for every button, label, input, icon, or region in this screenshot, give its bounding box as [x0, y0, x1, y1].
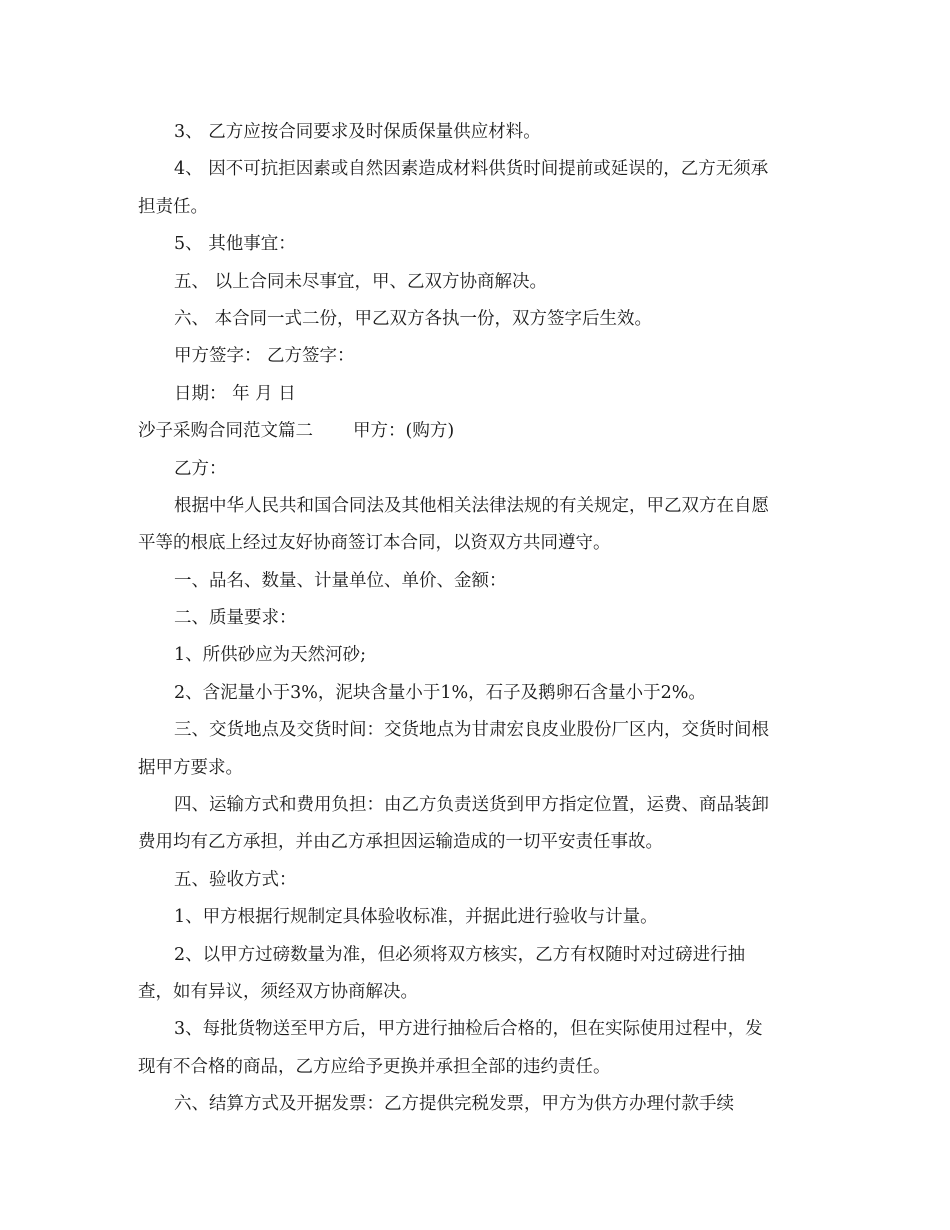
party-b-line: 乙方： — [174, 458, 227, 479]
paragraph-line: 5、 其他事宜： — [174, 234, 296, 255]
paragraph-line: 六、结算方式及开据发票：乙方提供完税发票，甲方为供方办理付款手续 — [174, 1094, 734, 1115]
paragraph-line: 费用均有乙方承担，并由乙方承担因运输造成的一切平安责任事故。 — [138, 832, 663, 853]
signature-line: 甲方签字： 乙方签字： — [174, 346, 355, 367]
paragraph-line: 平等的根底上经过友好协商签订本合同，以资双方共同遵守。 — [138, 533, 611, 554]
clause-heading: 二、质量要求： — [174, 608, 297, 629]
clause-heading: 一、品名、数量、计量单位、单价、金额： — [174, 570, 507, 591]
clause-item: 1、甲方根据行规制定具体验收标准，并据此进行验收与计量。 — [174, 907, 658, 928]
paragraph-line: 六、 本合同一式二份，甲乙双方各执一份，双方签字后生效。 — [174, 308, 653, 329]
clause-item: 3、每批货物送至甲方后，甲方进行抽检后合格的，但在实际使用过程中，发 — [174, 1019, 763, 1040]
section-title: 沙子采购合同范文篇二 — [138, 421, 313, 442]
paragraph-line: 据甲方要求。 — [138, 757, 243, 778]
paragraph-line: 五、 以上合同未尽事宜，甲、乙双方协商解决。 — [174, 271, 548, 292]
document-body — [138, 114, 814, 1124]
paragraph-line: 现有不合格的商品，乙方应给予更换并承担全部的违约责任。 — [138, 1056, 611, 1077]
paragraph-line: 三、交货地点及交货时间：交货地点为甘肃宏良皮业股份厂区内，交货时间根 — [174, 720, 769, 741]
clause-item: 2、以甲方过磅数量为准，但必须将双方核实，乙方有权随时对过磅进行抽 — [174, 944, 746, 965]
clause-item: 2、含泥量小于3%，泥块含量小于1%，石子及鹅卵石含量小于2%。 — [174, 682, 706, 703]
section-heading-line — [138, 413, 814, 450]
paragraph-line: 查，如有异议，须经双方协商解决。 — [138, 981, 418, 1002]
clause-item: 1、所供砂应为天然河砂; — [174, 645, 367, 666]
paragraph-line: 3、 乙方应按合同要求及时保质保量供应材料。 — [174, 122, 541, 142]
paragraph-line: 4、 因不可抗拒因素或自然因素造成材料供货时间提前或延误的，乙方无须承 — [174, 159, 769, 180]
paragraph-line: 根据中华人民共和国合同法及其他相关法律法规的有关规定，甲乙双方在自愿 — [174, 495, 769, 516]
clause-heading: 五、验收方式： — [174, 869, 297, 890]
party-a-label: 甲方：(购方) — [353, 421, 455, 442]
date-line: 日期： 年 月 日 — [174, 383, 296, 404]
paragraph-line: 四、运输方式和费用负担：由乙方负责送货到甲方指定位置，运费、商品装卸 — [174, 795, 769, 816]
paragraph-line: 担责任。 — [138, 196, 208, 217]
